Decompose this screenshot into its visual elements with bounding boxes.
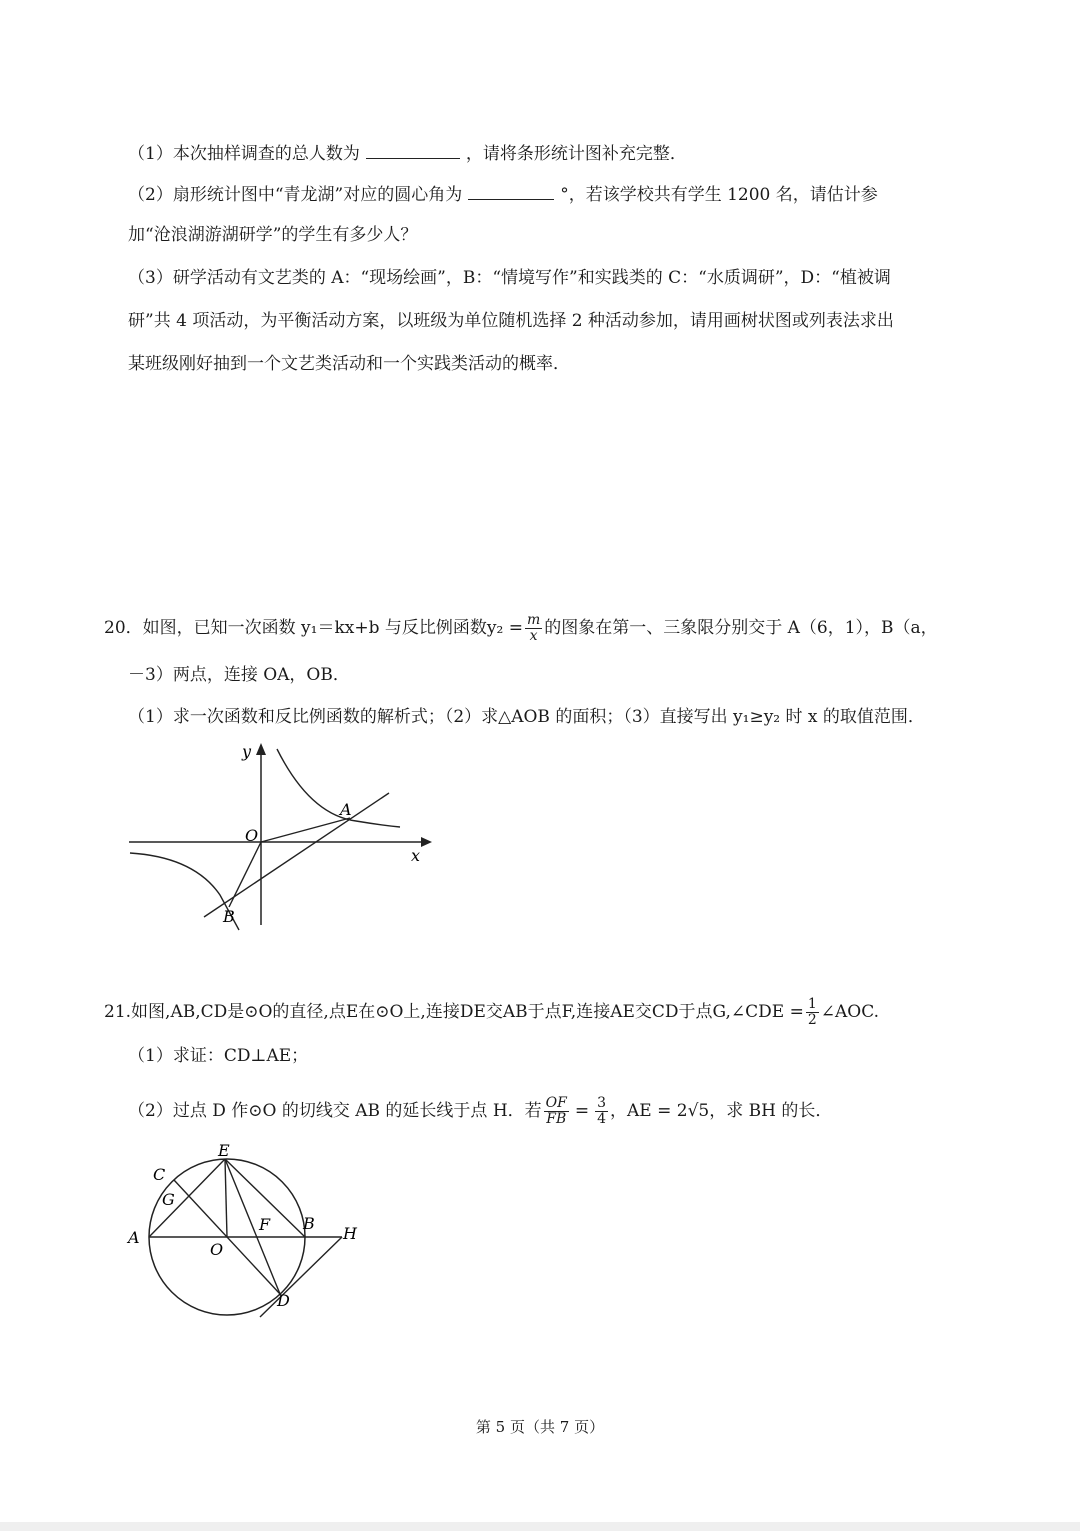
label-point-b: B [303,1214,315,1233]
fraction-numerator: 3 [597,1095,607,1111]
label-point-f: F [259,1215,271,1234]
q21-line2: （1）求证：CD⊥AE； [128,1046,309,1066]
fraction-numerator: OF [545,1095,567,1111]
fraction-numerator: 1 [807,996,817,1012]
answer-blank [366,140,460,159]
q21-text-a: 21.如图,AB,CD是⊙O的直径,点E在⊙O上,连接DE交AB于点F,连接AE交CD于点G,∠CDE = [104,1002,804,1022]
q20-line1 [104,613,938,644]
label-point-b: B [223,907,235,926]
q19-part1 [128,140,687,166]
q19-part2 [128,181,878,207]
q20-line3: （1）求一次函数和反比例函数的解析式；（2）求△AOB 的面积；（3）直接写出 y₁≥y₂ 时 x 的取值范围． [128,707,925,727]
label-point-o: O [210,1240,224,1259]
bottom-edge-bar [0,1522,1080,1531]
q21-text-d: ，AE = 2√5，求 BH 的长． [610,1101,833,1121]
equals-sign: = [574,1101,590,1121]
label-point-g: G [162,1190,175,1209]
q19-part2-text-a: （2）扇形统计图中“青龙湖”对应的圆心角为 [128,185,463,205]
q21-line1 [104,997,879,1028]
q19-part3-line1: （3）研学活动有文艺类的 A：“现场绘画”，B：“情境写作”和实践类的 C：“水质调研”，D：“植被调 [128,268,891,288]
q21-fraction-of-fb [544,1096,569,1127]
q20-text-a: 20．如图，已知一次函数 y₁＝kx+b 与反比例函数y₂ = [104,618,523,638]
q21-text-b: ∠AOC. [820,1002,880,1022]
label-point-e: E [218,1141,230,1160]
fraction-denominator: 2 [807,1012,817,1028]
q21-text-c: （2）过点 D 作⊙O 的切线交 AB 的延长线于点 H．若 [128,1101,542,1121]
q19-part2-cont: 加“沧浪湖游湖研学”的学生有多少人？ [128,225,418,245]
fraction-denominator: x [529,628,538,644]
fraction-numerator: m [526,612,541,628]
label-point-d: D [277,1291,290,1310]
fraction-denominator: FB [546,1111,567,1127]
q20-fraction [525,613,542,644]
label-point-c: C [153,1165,166,1184]
q21-fraction [806,997,819,1028]
q19-part1-text-b: ，请将条形统计图补充完整． [465,144,687,164]
fraction-denominator: 4 [597,1111,607,1127]
q20-text-b: 的图象在第一、三象限分别交于 A（6，1），B（a， [544,618,938,638]
q19-part3-line3: 某班级刚好抽到一个文艺类活动和一个实践类活动的概率． [128,354,570,374]
label-point-h: H [343,1224,357,1243]
label-point-a: A [128,1228,140,1247]
q19-part3-line2: 研”共 4 项活动，为平衡活动方案，以班级为单位随机选择 2 种活动参加，请用画树状图或列表法求出 [128,311,894,331]
q21-line3 [128,1096,832,1127]
q19-part2-text-b: °，若该学校共有学生 1200 名，请估计参 [560,185,878,205]
q19-part1-text-a: （1）本次抽样调查的总人数为 [128,144,360,164]
q20-figure [124,735,444,935]
label-origin: O [245,826,259,845]
q21-fraction-3-4 [595,1096,608,1127]
q20-line2: －3）两点，连接 OA，OB． [128,665,350,685]
label-x-axis: x [411,846,421,865]
page-number-footer: 第 5 页（共 7 页） [475,1418,605,1436]
answer-blank [468,181,554,200]
label-point-a: A [340,800,352,819]
label-y-axis: y [242,742,252,761]
q21-figure [120,1135,380,1335]
